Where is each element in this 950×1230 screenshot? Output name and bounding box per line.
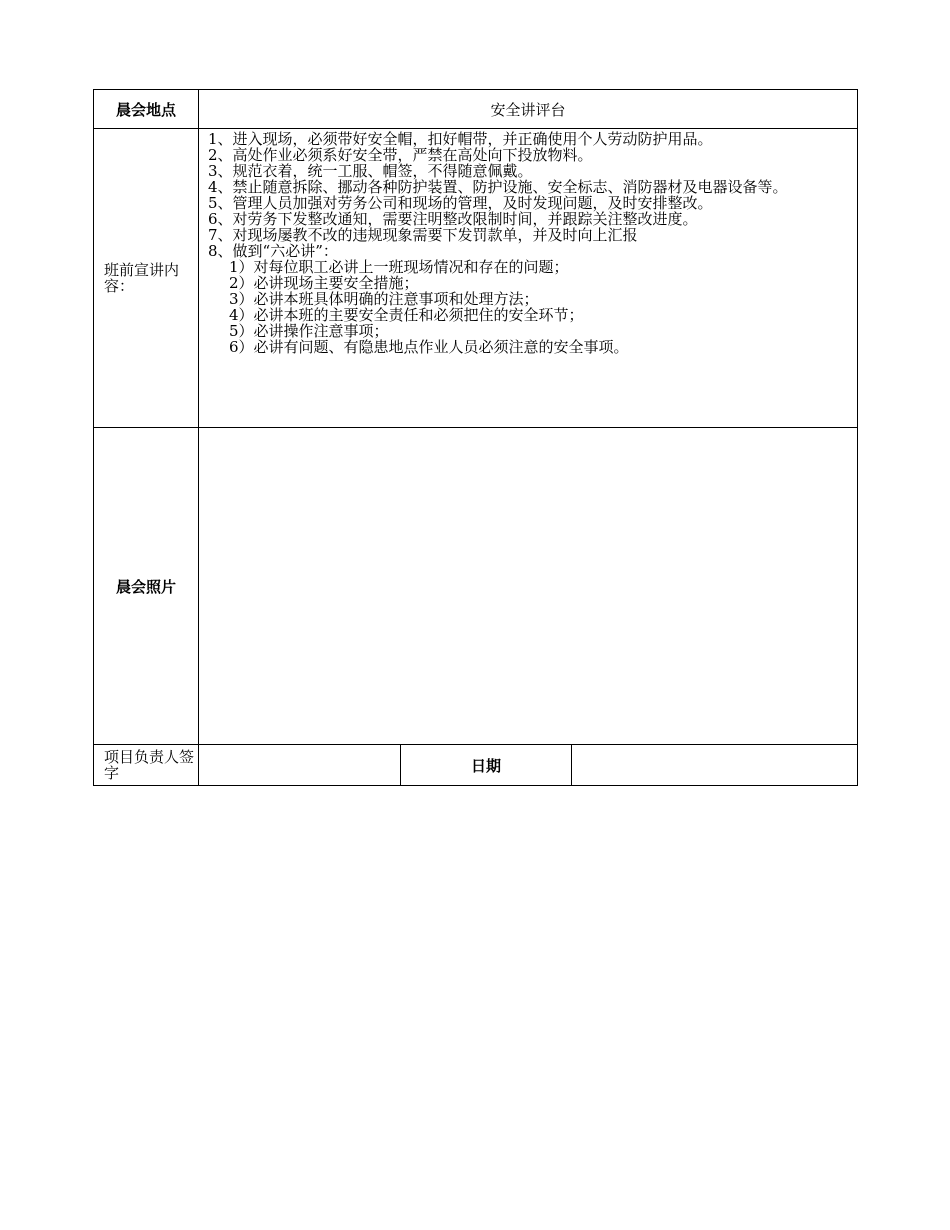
briefing-row xyxy=(94,129,858,428)
location-row xyxy=(94,90,858,129)
six-musts-item: 1）对每位职工必讲上一班现场情况和存在的问题； xyxy=(229,258,569,276)
briefing-item: 1、进入现场，必须带好安全帽，扣好帽带，并正确使用个人劳动防护用品。 xyxy=(208,130,713,148)
photo-label: 晨会照片 xyxy=(94,428,199,745)
briefing-item: 4、禁止随意拆除、挪动各种防护装置、防护设施、安全标志、消防器材及电器设备等。 xyxy=(208,178,788,196)
briefing-item: 2、高处作业必须系好安全带，严禁在高处向下投放物料。 xyxy=(208,146,593,164)
briefing-content xyxy=(199,129,858,428)
date-label: 日期 xyxy=(401,745,572,786)
briefing-list xyxy=(208,131,849,355)
six-musts-item: 3）必讲本班具体明确的注意事项和处理方法； xyxy=(229,290,539,308)
date-field[interactable] xyxy=(572,745,858,786)
six-musts-item: 5）必讲操作注意事项； xyxy=(229,322,389,340)
signature-field[interactable] xyxy=(199,745,401,786)
briefing-item: 5、管理人员加强对劳务公司和现场的管理，及时发现问题，及时安排整改。 xyxy=(208,194,713,212)
meeting-location-label: 晨会地点 xyxy=(94,90,199,129)
photo-row xyxy=(94,428,858,745)
photo-area[interactable] xyxy=(199,428,858,745)
signature-label: 项目负责人签字 xyxy=(94,745,199,786)
meeting-location-value[interactable]: 安全讲评台 xyxy=(199,90,858,129)
briefing-label: 班前宣讲内容： xyxy=(94,129,199,428)
six-musts-item: 4）必讲本班的主要安全责任和必须把住的安全环节； xyxy=(229,306,584,324)
briefing-item: 7、对现场屡教不改的违规现象需要下发罚款单，并及时向上汇报 xyxy=(208,226,638,244)
briefing-item: 6、对劳务下发整改通知，需要注明整改限制时间，并跟踪关注整改进度。 xyxy=(208,210,698,228)
signature-row xyxy=(94,745,858,786)
six-musts-item: 6）必讲有问题、有隐患地点作业人员必须注意的安全事项。 xyxy=(229,338,629,356)
briefing-item: 8、做到“六必讲”： xyxy=(208,242,338,260)
briefing-item: 3、规范衣着，统一工服、帽签，不得随意佩戴。 xyxy=(208,162,533,180)
six-musts-item: 2）必讲现场主要安全措施； xyxy=(229,274,419,292)
morning-meeting-form xyxy=(93,89,858,786)
